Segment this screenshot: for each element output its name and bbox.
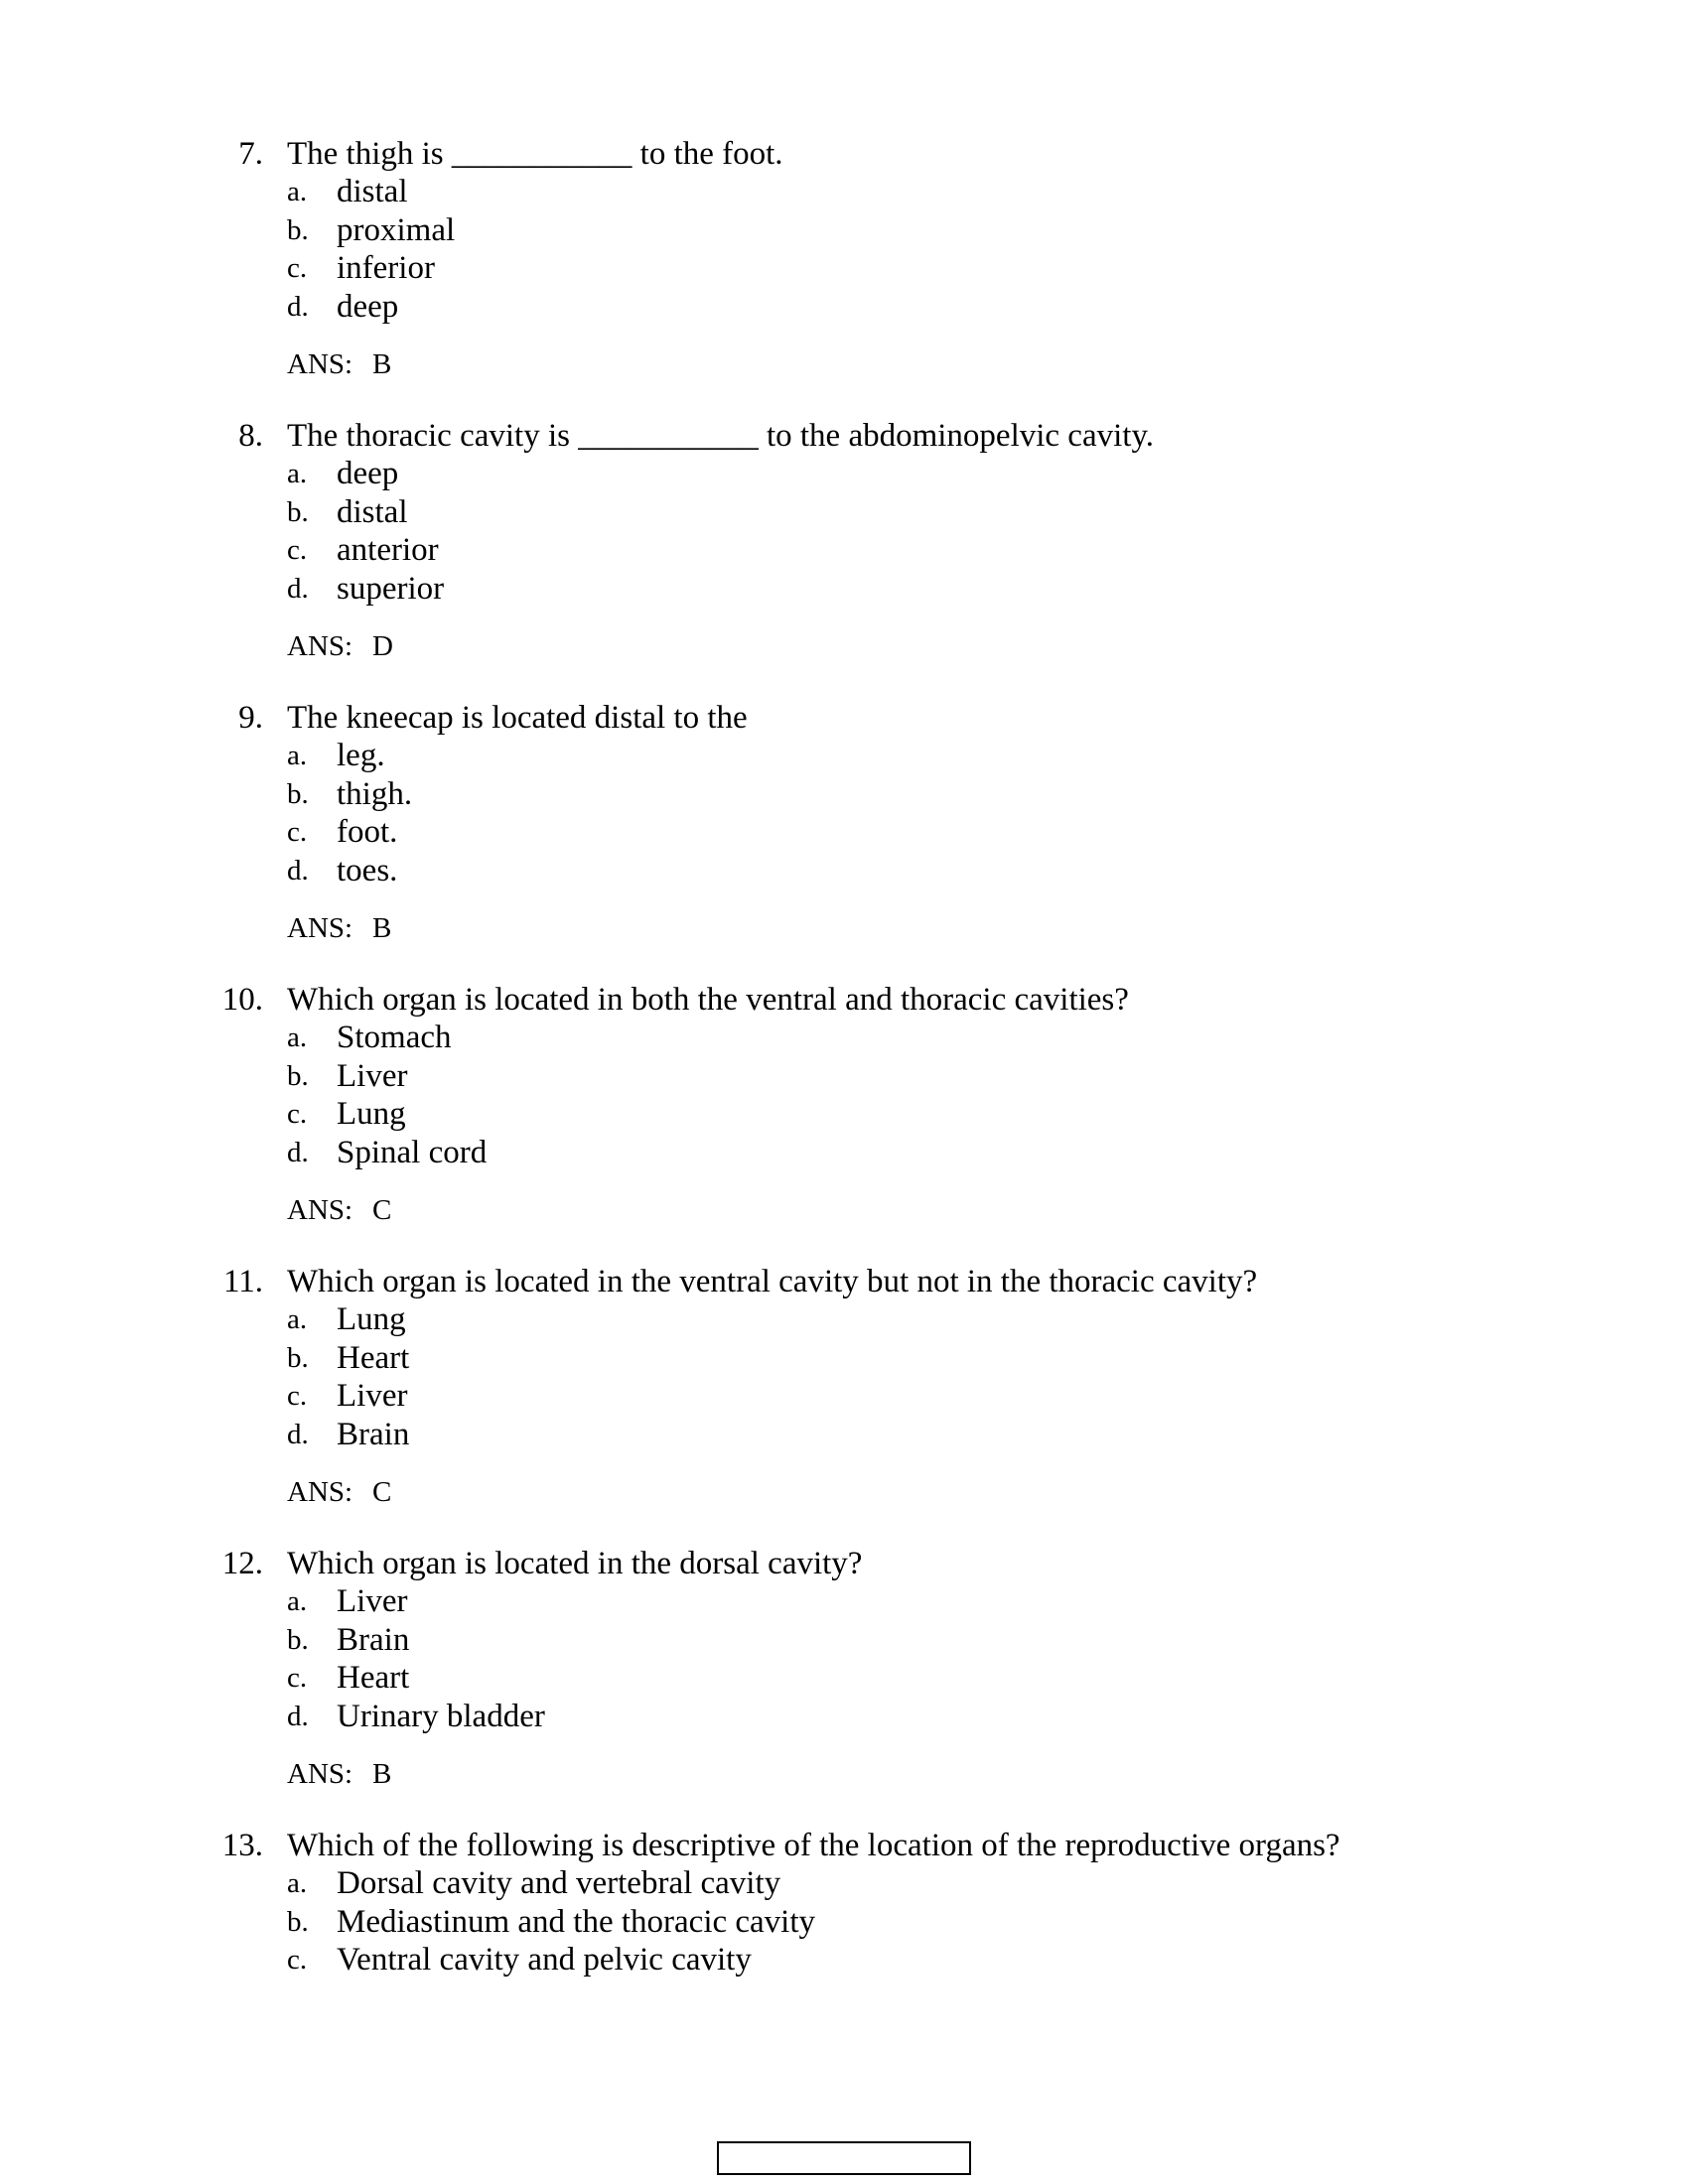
choice-text: Brain xyxy=(337,1621,410,1658)
question-number: 10. xyxy=(221,982,263,1018)
choice-letter: b. xyxy=(287,213,309,246)
question-text: Which organ is located in both the ventral and thoracic cavities? xyxy=(287,982,1129,1018)
answer-label: ANS: xyxy=(287,348,353,380)
answer-line xyxy=(0,1191,1589,1229)
question-stem xyxy=(0,417,1589,455)
question-13 xyxy=(0,1827,1589,1979)
choice-letter: d. xyxy=(287,290,309,323)
choice-letter: c. xyxy=(287,534,308,566)
question-8 xyxy=(0,417,1589,665)
question-number: 7. xyxy=(238,136,263,172)
answer-line xyxy=(0,909,1589,947)
choice-b xyxy=(0,211,1589,250)
choice-text: leg. xyxy=(337,738,385,773)
choice-text: Spinal cord xyxy=(337,1134,488,1170)
choice-text: toes. xyxy=(337,852,398,888)
choice-text: thigh. xyxy=(337,775,413,812)
choice-c xyxy=(0,813,1589,852)
choice-letter: b. xyxy=(287,777,309,810)
choice-a xyxy=(0,173,1589,211)
question-stem xyxy=(0,981,1589,1019)
question-stem xyxy=(0,1827,1589,1864)
question-7 xyxy=(0,135,1589,383)
choice-c xyxy=(0,1095,1589,1134)
choice-text: Heart xyxy=(337,1339,410,1376)
choice-b xyxy=(0,775,1589,814)
question-stem xyxy=(0,135,1589,173)
question-12 xyxy=(0,1545,1589,1793)
choice-text: anterior xyxy=(337,532,439,568)
choice-text: Lung xyxy=(337,1096,406,1132)
choice-b xyxy=(0,1057,1589,1096)
choice-text: Urinary bladder xyxy=(337,1698,545,1734)
choice-letter: d. xyxy=(287,854,309,887)
choice-letter: d. xyxy=(287,1700,309,1732)
answer-value: C xyxy=(372,1194,392,1226)
choice-letter: b. xyxy=(287,1623,309,1656)
choice-letter: c. xyxy=(287,1098,308,1130)
choice-text: deep xyxy=(337,288,399,325)
question-text: Which organ is located in the ventral cavity but not in the thoracic cavity? xyxy=(287,1264,1258,1299)
answer-value: D xyxy=(372,630,393,662)
question-10 xyxy=(0,981,1589,1229)
choice-letter: b. xyxy=(287,1905,309,1938)
choice-letter: c. xyxy=(287,1662,308,1694)
choice-letter: a. xyxy=(287,176,308,207)
choice-d xyxy=(0,1698,1589,1736)
question-11 xyxy=(0,1263,1589,1511)
question-text: The thigh is ___________ to the foot. xyxy=(287,136,783,172)
choice-letter: c. xyxy=(287,1944,308,1976)
choice-a xyxy=(0,1864,1589,1903)
question-9 xyxy=(0,699,1589,947)
choice-c xyxy=(0,1377,1589,1416)
choice-text: Liver xyxy=(337,1378,408,1414)
choice-b xyxy=(0,1621,1589,1660)
choice-a xyxy=(0,455,1589,493)
answer-label: ANS: xyxy=(287,630,353,662)
choice-text: Dorsal cavity and vertebral cavity xyxy=(337,1865,781,1901)
answer-line xyxy=(0,627,1589,665)
choice-letter: a. xyxy=(287,740,308,771)
choice-letter: d. xyxy=(287,572,309,605)
choice-letter: c. xyxy=(287,1380,308,1412)
footer-box xyxy=(717,2141,971,2175)
question-text: Which organ is located in the dorsal cavity? xyxy=(287,1546,863,1581)
choice-text: Stomach xyxy=(337,1020,452,1055)
choice-letter: b. xyxy=(287,495,309,528)
answer-value: B xyxy=(372,1758,392,1790)
question-number: 8. xyxy=(238,418,263,454)
choice-letter: d. xyxy=(287,1418,309,1450)
choice-text: Mediastinum and the thoracic cavity xyxy=(337,1903,816,1940)
question-stem xyxy=(0,1263,1589,1300)
choice-c xyxy=(0,1659,1589,1698)
choice-letter: a. xyxy=(287,1022,308,1053)
choice-a xyxy=(0,737,1589,775)
question-text: The thoracic cavity is ___________ to the abdominopelvic cavity. xyxy=(287,418,1155,454)
choice-c xyxy=(0,249,1589,288)
choice-text: distal xyxy=(337,174,408,209)
choice-a xyxy=(0,1300,1589,1339)
question-stem xyxy=(0,1545,1589,1582)
answer-label: ANS: xyxy=(287,1758,353,1790)
question-stem xyxy=(0,699,1589,737)
choice-a xyxy=(0,1582,1589,1621)
choice-letter: c. xyxy=(287,816,308,848)
answer-value: C xyxy=(372,1476,392,1508)
choice-text: distal xyxy=(337,493,408,530)
answer-label: ANS: xyxy=(287,1476,353,1508)
question-number: 12. xyxy=(221,1546,263,1581)
choice-text: Lung xyxy=(337,1301,406,1337)
choice-letter: a. xyxy=(287,1585,308,1617)
question-number: 11. xyxy=(222,1264,263,1299)
answer-line xyxy=(0,1473,1589,1511)
question-number: 9. xyxy=(238,700,263,736)
choice-letter: d. xyxy=(287,1136,309,1168)
choice-d xyxy=(0,288,1589,327)
choice-d xyxy=(0,570,1589,609)
choice-b xyxy=(0,493,1589,532)
answer-line xyxy=(0,1755,1589,1793)
choice-text: Ventral cavity and pelvic cavity xyxy=(337,1942,752,1978)
answer-label: ANS: xyxy=(287,1194,353,1226)
answer-label: ANS: xyxy=(287,912,353,944)
choice-letter: a. xyxy=(287,1303,308,1335)
question-text: Which of the following is descriptive of the location of the reproductive organs? xyxy=(287,1828,1340,1863)
choice-letter: b. xyxy=(287,1059,309,1092)
choice-text: Liver xyxy=(337,1583,408,1619)
choice-a xyxy=(0,1019,1589,1057)
choice-text: deep xyxy=(337,456,399,491)
choice-letter: a. xyxy=(287,1867,308,1899)
choice-d xyxy=(0,1416,1589,1454)
choice-letter: c. xyxy=(287,252,308,284)
answer-value: B xyxy=(372,348,392,380)
choice-d xyxy=(0,1134,1589,1172)
choice-text: Brain xyxy=(337,1416,410,1452)
choice-text: proximal xyxy=(337,211,456,248)
answer-line xyxy=(0,345,1589,383)
choice-text: inferior xyxy=(337,250,435,286)
choice-letter: b. xyxy=(287,1341,309,1374)
choice-letter: a. xyxy=(287,458,308,489)
choice-text: Liver xyxy=(337,1057,408,1094)
answer-value: B xyxy=(372,912,392,944)
choice-text: foot. xyxy=(337,814,398,850)
choice-b xyxy=(0,1903,1589,1942)
choice-text: superior xyxy=(337,570,445,607)
choice-c xyxy=(0,531,1589,570)
question-text: The kneecap is located distal to the xyxy=(287,700,748,736)
choice-b xyxy=(0,1339,1589,1378)
choice-d xyxy=(0,852,1589,890)
choice-c xyxy=(0,1941,1589,1979)
question-number: 13. xyxy=(221,1828,263,1863)
choice-text: Heart xyxy=(337,1660,410,1696)
